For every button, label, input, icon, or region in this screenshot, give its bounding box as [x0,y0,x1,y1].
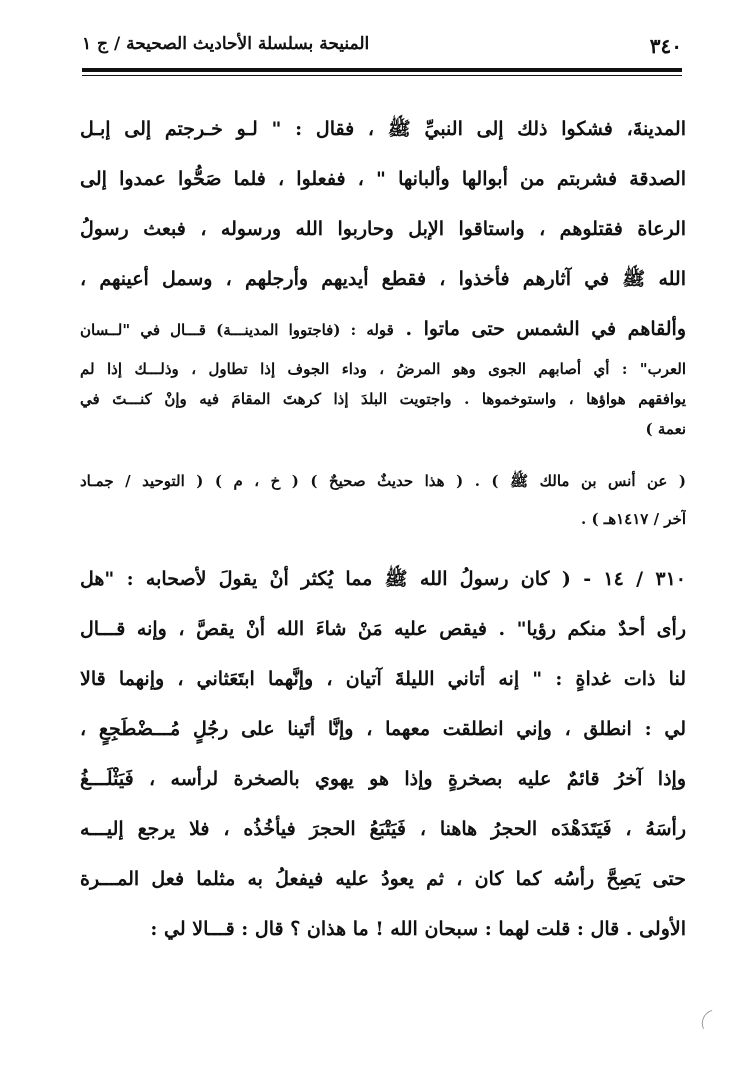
note-line: نعمة ) [645,420,686,438]
hadith-line: لي : انطلق ، وإني انطلقت معهما ، وإنَّا أتَينا على رجُلٍ مُـــضْطَجِعٍ ، [80,718,686,740]
page-header [82,30,682,70]
running-title: المنيحة بسلسلة الأحاديث الصحيحة / ج ١ [82,34,370,54]
page-number: ٣٤٠ [649,34,682,58]
text-fragment: وألقاهم في الشمس حتى ماتوا . [405,318,686,340]
hadith-line: وإذا آخرُ قائمٌ عليه بصخرةٍ وإذا هو يهوي بالصخرة لرأسه ، فَيَثْلَـــغُ [80,768,686,790]
hadith-line: رأسَهُ ، فَيَتَدَهْدَه الحجرُ هاهنا ، فَيَتْبَعُ الحجرَ فيأخُذُه ، فلا يرجع إليـــه [80,818,686,840]
footnote-commentary [80,354,686,444]
note-line: يوافقهم هواؤها ، واستوخموها . واجتويت البلدَ إذا كرهتَ المقامَ فيه وإنْ كنـــتَ في [80,390,686,408]
text-line: الصدقة فشربتم من أبوالها وألبانها " ، ففعلوا ، فلما صَحُّوا عمدوا إلى [80,168,686,190]
header-rule-thick [82,68,682,72]
source-citation [80,462,686,538]
scan-mark [698,1010,717,1029]
source-line: ( عن أنس بن مالك ﷺ ) . ( هذا حديثٌ صحيحٌ ) ( خ ، م ) ( التوحيد / جمـاد [80,472,686,490]
hadith-line: حتى يَصِحَّ رأسُه كما كان ، ثم يعودُ عليه فيفعلُ به مثلما فعل المـــرة [80,868,686,890]
text-line: الله ﷺ في آثارهم فأخذوا ، فقطع أيديهم وأرجلهم ، وسمل أعينهم ، [80,268,686,290]
hadith-310 [80,554,686,954]
header-rule-thin [82,75,682,76]
note-inline: قوله : (فاجتووا المدينـــة) قـــال في "لــسان [80,321,394,339]
hadith-line: لنا ذات غداةٍ : " إنه أتاني الليلةَ آتيان ، وإنَّهما ابتَعَثاني ، وإنهما قالا [80,668,686,690]
hadith-line: الأولى . قال : قلت لهما : سبحان الله ! ما هذان ؟ قال : قـــالا لي : [150,918,686,940]
source-line: آخر / ١٤١٧هـ ) . [581,510,686,528]
main-text [80,104,686,354]
page-body [80,104,686,954]
hadith-line: رأى أحدٌ منكم رؤيا" . فيقص عليه مَنْ شاءَ الله أنْ يقصَّ ، وإنه قـــال [80,618,686,640]
hadith-line: ٣١٠ / ١٤ - ( كان رسولُ الله ﷺ مما يُكثر أنْ يقولَ لأصحابه : "هل [80,568,686,590]
text-line: المدينةَ، فشكوا ذلك إلى النبيِّ ﷺ ، فقال : " لـو خـرجتم إلى إبـل [80,118,686,140]
text-line-with-note [80,304,686,354]
text-line: الرعاة فقتلوهم ، واستاقوا الإبل وحاربوا الله ورسوله ، فبعث رسولُ [80,218,686,240]
note-line: العرب" : أي أصابهم الجوى وهو المرضُ ، وداء الجوف إذا تطاول ، وذلـــك إذا لم [80,360,686,378]
